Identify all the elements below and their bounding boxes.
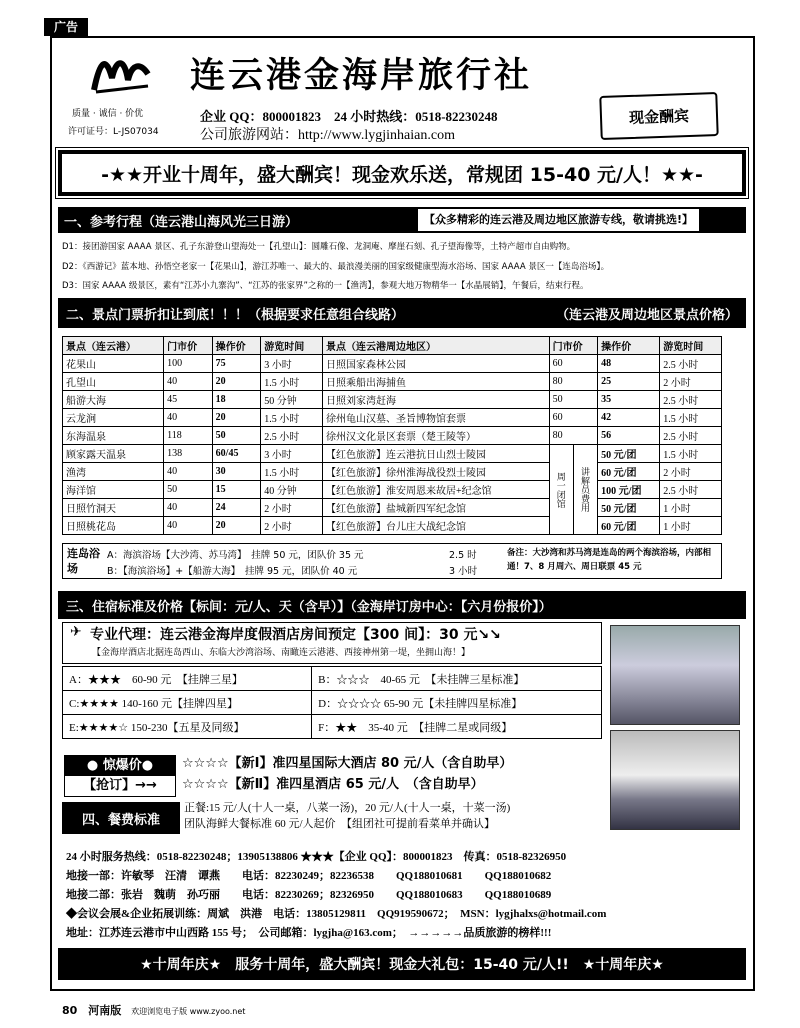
table-cell: 2 小时 — [261, 517, 323, 535]
hot-deal-label — [64, 755, 176, 797]
island-option-a-time: 2.5 时 — [449, 550, 477, 561]
table-cell: 80 — [549, 427, 598, 445]
room-cell: B：☆☆☆ 40-65 元 【未挂牌三星标准】 — [312, 667, 602, 691]
table-cell: 1.5 小时 — [660, 409, 722, 427]
meal-standard — [184, 800, 510, 832]
anniversary-banner: -★★开业十周年，盛大酬宾！现金欢乐送，常规团 15-40 元/人！★★- — [58, 150, 746, 196]
table-cell: 1.5 小时 — [261, 409, 323, 427]
table-cell: 24 — [212, 499, 261, 517]
island-label: 连岛浴场 — [67, 547, 100, 575]
table-cell: 40 — [164, 499, 213, 517]
section1-title: 一、参考行程（连云港山海风光三日游） — [64, 214, 299, 230]
island-option-a: A：海滨浴场【大沙湾、苏马湾】 挂牌 50 元，团队价 35 元 — [107, 550, 364, 561]
agency-logo-icon — [90, 50, 152, 94]
table-cell: 东海温泉 — [63, 427, 164, 445]
meal-line-1: 正餐:15 元/人(十人一桌，八菜一汤)，20 元/人(十人一桌，十菜一汤) — [184, 802, 511, 814]
table-cell: 40 — [164, 517, 213, 535]
table-cell: 2.5 小时 — [660, 427, 722, 445]
table-cell: 18 — [212, 391, 261, 409]
table-cell: 40 — [164, 373, 213, 391]
table-header-cell: 游览时间 — [261, 337, 323, 355]
table-cell: 35 — [598, 391, 660, 409]
table-cell: 1 小时 — [660, 517, 722, 535]
page-number: 80 河南版 — [62, 1004, 122, 1017]
table-cell: 60 — [549, 355, 598, 373]
table-row — [63, 517, 722, 535]
table-cell: 60/45 — [212, 445, 261, 463]
table-cell: 138 — [164, 445, 213, 463]
room-cell: A：★★★ 60-90 元 【挂牌三星】 — [63, 667, 312, 691]
table-row — [63, 499, 722, 517]
table-row — [63, 409, 722, 427]
table-cell: 【红色旅游】盐城新四军纪念馆 — [322, 499, 549, 517]
week-closed-note: 周一闭馆 — [549, 445, 573, 535]
table-row — [63, 445, 722, 463]
itinerary-day: D3：国家 AAAA 级景区，素有“江苏小九寨沟”、“江苏的张家界”之称的一【渔湾】，参观大地万物精华一【水晶展销】，午餐后，结束行程。 — [62, 281, 589, 291]
table-cell: 顾家露天温泉 — [63, 445, 164, 463]
table-cell: 3 小时 — [261, 445, 323, 463]
website-link[interactable]: 公司旅游网站：http://www.lygjinhaian.com — [200, 128, 455, 143]
table-row — [63, 427, 722, 445]
table-cell: 日照乘船出海捕鱼 — [322, 373, 549, 391]
table-cell: 20 — [212, 517, 261, 535]
table-cell: 80 — [549, 373, 598, 391]
guide-fee-note: 讲解员费用 — [573, 445, 597, 535]
table-cell: 75 — [212, 355, 261, 373]
island-note: 备注：大沙湾和苏马湾是连岛的两个海滨浴场，内部相通！7、8 月周六、周日联票 45 元 — [507, 548, 712, 572]
table-cell: 海洋馆 — [63, 481, 164, 499]
table-header-cell: 操作价 — [212, 337, 261, 355]
table-cell: 3 小时 — [261, 355, 323, 373]
table-cell: 40 — [164, 409, 213, 427]
table-cell: 【红色旅游】淮安周恩来故居+纪念馆 — [322, 481, 549, 499]
table-cell: 30 — [212, 463, 261, 481]
license-number: 许可证号：L-JS07034 — [68, 127, 159, 137]
table-cell: 60 — [549, 409, 598, 427]
ad-tag: 广告 — [44, 18, 88, 36]
table-cell: 日照竹洞天 — [63, 499, 164, 517]
itinerary-day: D1：接团游国家 AAAA 景区、孔子东游登山望海处一【孔望山】：圆雕石像、龙洞庵、摩崖石刻、孔子望海像等，土特产超市自由购物。 — [62, 242, 576, 252]
contact-line: 地址：江苏连云港市中山西路 155 号； 公司邮箱：lygjha@163.com； →→→→→品质旅游的榜样!!! — [66, 927, 552, 939]
hot-deals — [182, 753, 512, 795]
table-cell: 15 — [212, 481, 261, 499]
table-cell: 56 — [598, 427, 660, 445]
hot-deal-1: ☆☆☆☆【新Ⅰ】准四星国际大酒店 80 元/人（含自助早） — [182, 756, 513, 771]
table-cell: 2.5 小时 — [660, 481, 722, 499]
table-cell: 1.5 小时 — [660, 445, 722, 463]
meal-line-2: 团队海鲜大餐标准 60 元/人起价 【组团社可提前看菜单并确认】 — [184, 818, 496, 830]
table-cell: 2.5 小时 — [261, 427, 323, 445]
table-cell: 40 — [164, 463, 213, 481]
table-header-cell: 门市价 — [164, 337, 213, 355]
table-row — [63, 391, 722, 409]
contact-line: 地接二部：张岩 魏萌 孙巧丽 电话：82230269；82326950 QQ188010683 QQ188010689 — [66, 889, 552, 901]
table-row — [63, 481, 722, 499]
table-cell: 2.5 小时 — [660, 355, 722, 373]
section3-header: 三、住宿标准及价格【标间：元/人、天（含早）】（金海岸订房中心：【六月份报价】） — [58, 591, 746, 619]
table-cell: 50 元/团 — [598, 445, 660, 463]
table-cell: 徐州汉文化景区套票（楚王陵等） — [322, 427, 549, 445]
table-row — [63, 715, 602, 739]
hot-deal-title: ● 惊爆价● — [65, 756, 175, 776]
table-row — [63, 691, 602, 715]
table-row — [63, 373, 722, 391]
table-cell: 日照刘家湾赶海 — [322, 391, 549, 409]
table-cell: 花果山 — [63, 355, 164, 373]
table-cell: 2 小时 — [660, 373, 722, 391]
table-cell: 1 小时 — [660, 499, 722, 517]
section2-title: 二、景点门票折扣让到底！！！（根据要求任意组合线路） — [66, 307, 405, 323]
plane-icon: ✈ — [70, 624, 82, 640]
seaside-photo — [610, 730, 740, 830]
section4-title: 四、餐费标准 — [62, 802, 180, 834]
section2-right: （连云港及周边地区景点价格） — [555, 307, 738, 323]
room-cell: F：★★ 35-40 元 【挂牌二星或同级】 — [312, 715, 602, 739]
table-cell: 云龙涧 — [63, 409, 164, 427]
table-cell: 50 元/团 — [598, 499, 660, 517]
table-header-cell: 操作价 — [598, 337, 660, 355]
island-option-b-time: 3 小时 — [449, 566, 478, 577]
island-option-b: B：【海滨浴场】+【船游大海】 挂牌 95 元，团队价 40 元 — [107, 566, 358, 577]
table-cell: 船游大海 — [63, 391, 164, 409]
hot-deal-2: ☆☆☆☆【新Ⅱ】准四星酒店 65 元/人 （含自助早） — [182, 777, 484, 792]
table-cell: 50 — [164, 481, 213, 499]
island-beach-box — [62, 543, 722, 579]
room-cell: C:★★★★ 140-160 元【挂牌四星】 — [63, 691, 312, 715]
page-footer-note: 欢迎浏览电子版 www.zyoo.net — [131, 1007, 246, 1016]
table-cell: 【红色旅游】徐州淮海战役烈士陵园 — [322, 463, 549, 481]
table-cell: 孔望山 — [63, 373, 164, 391]
agent-subtitle: 【金海岸酒店北据连岛西山、东临大沙湾浴场、南瞰连云港港、西接神州第一堤，坐拥山海！】 — [92, 648, 471, 658]
table-cell: 118 — [164, 427, 213, 445]
table-cell: 40 分钟 — [261, 481, 323, 499]
table-cell: 50 分钟 — [261, 391, 323, 409]
table-cell: 42 — [598, 409, 660, 427]
table-cell: 日照桃花岛 — [63, 517, 164, 535]
footer-banner: ★十周年庆★ 服务十周年，盛大酬宾！现金大礼包：15-40 元/人!! ★十周年庆★ — [58, 948, 746, 980]
table-header-row — [63, 337, 722, 355]
room-price-table — [62, 666, 602, 739]
table-cell: 1.5 小时 — [261, 373, 323, 391]
agency-title: 连云港金海岸旅行社 — [190, 56, 533, 96]
ticket-price-table — [62, 336, 722, 535]
cash-reward-badge: 现金酬宾 — [599, 92, 718, 140]
table-cell: 【红色旅游】连云港抗日山烈士陵园 — [322, 445, 549, 463]
table-cell: 100 元/团 — [598, 481, 660, 499]
table-cell: 60 元/团 — [598, 517, 660, 535]
table-cell: 50 — [212, 427, 261, 445]
table-cell: 2 小时 — [261, 499, 323, 517]
table-cell: 1.5 小时 — [261, 463, 323, 481]
table-cell: 20 — [212, 373, 261, 391]
qq-hotline: 企业 QQ：800001823 24 小时热线：0518-82230248 — [200, 109, 498, 124]
table-cell: 45 — [164, 391, 213, 409]
table-header-cell: 门市价 — [549, 337, 598, 355]
table-cell: 25 — [598, 373, 660, 391]
table-row — [63, 463, 722, 481]
table-cell: 【红色旅游】台儿庄大战纪念馆 — [322, 517, 549, 535]
slogan: 质量 · 诚信 · 价优 — [72, 109, 144, 119]
contact-line: 24 小时服务热线：0518-82230248；13905138806 ★★★【企业 QQ】：800001823 传真：0518-82326950 — [66, 851, 567, 863]
table-row — [63, 355, 722, 373]
table-cell: 50 — [549, 391, 598, 409]
table-cell: 2 小时 — [660, 463, 722, 481]
table-cell: 20 — [212, 409, 261, 427]
agent-title: 专业代理：连云港金海岸度假酒店房间预定【300 间】：30 元↘↘ — [90, 627, 501, 643]
section1-header — [58, 207, 746, 233]
table-cell: 渔湾 — [63, 463, 164, 481]
table-header-cell: 游览时间 — [660, 337, 722, 355]
itinerary-day: D2：《西游记》蓝本地、孙悟空老家一【花果山】，游江苏唯一、最大的、最浪漫美丽的国家级健康型海水浴场、国家 AAAA 景区一【连岛浴场】。 — [62, 262, 610, 272]
table-header-cell: 景点（连云港） — [63, 337, 164, 355]
table-cell: 48 — [598, 355, 660, 373]
contact-line: ◆会议会展&企业拓展训练：周斌 洪港 电话：13805129811 QQ919590672； MSN：lygjhalxs@hotmail.com — [66, 908, 607, 920]
contact-line: 地接一部：许敏琴 汪清 谭燕 电话：82230249；82236538 QQ188010681 QQ188010682 — [66, 870, 552, 882]
hot-deal-action[interactable]: 【抢订】→→ — [83, 778, 157, 793]
table-header-cell: 景点（连云港周边地区） — [322, 337, 549, 355]
table-cell: 徐州龟山汉墓、圣旨博物馆套票 — [322, 409, 549, 427]
table-row — [63, 667, 602, 691]
section1-note: 【众多精彩的连云港及周边地区旅游专线，敬请挑选!】 — [418, 209, 699, 231]
hotel-room-photo — [610, 625, 740, 725]
room-cell: E:★★★★☆ 150-230【五星及同级】 — [63, 715, 312, 739]
table-cell: 100 — [164, 355, 213, 373]
room-cell: D：☆☆☆☆ 65-90 元【未挂牌四星标准】 — [312, 691, 602, 715]
section2-header — [58, 298, 746, 328]
table-cell: 2.5 小时 — [660, 391, 722, 409]
page-footer — [62, 1002, 245, 1018]
table-cell: 日照国家森林公园 — [322, 355, 549, 373]
table-cell: 60 元/团 — [598, 463, 660, 481]
